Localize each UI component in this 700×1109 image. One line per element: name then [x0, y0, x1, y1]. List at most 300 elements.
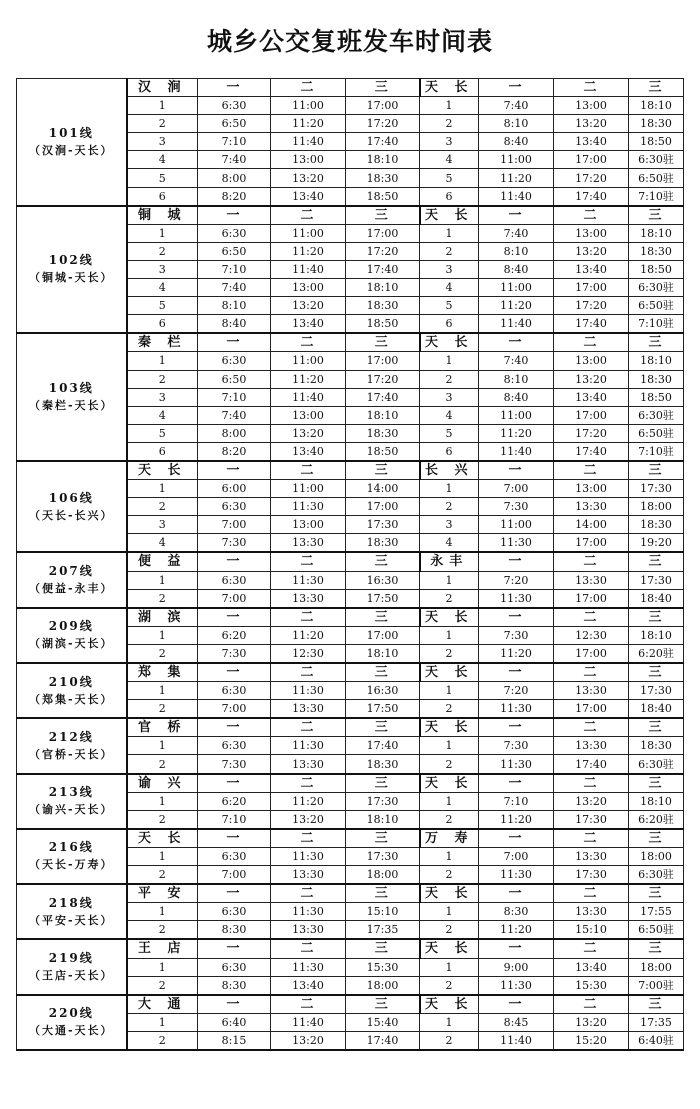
departure-time: 8:30 — [198, 921, 271, 940]
departure-time: 8:15 — [198, 1031, 271, 1050]
shift-column-header: 三 — [346, 333, 420, 352]
departure-time: 11:20 — [271, 792, 346, 810]
departure-time: 13:30 — [271, 534, 346, 553]
departure-time: 18:30 — [346, 534, 420, 553]
departure-time: 13:20 — [271, 297, 346, 315]
departure-time: 11:30 — [479, 589, 554, 608]
origin-station: 汉 涧 — [127, 79, 198, 97]
departure-time: 11:30 — [271, 737, 346, 755]
departure-time: 13:30 — [554, 682, 629, 700]
departure-time: 18:10 — [346, 406, 420, 424]
shift-column-header: 二 — [271, 663, 346, 682]
route-label — [17, 206, 127, 334]
route-description: （谕兴-天长） — [28, 803, 114, 817]
departure-time: 17:30 — [346, 792, 420, 810]
route-name: 213线 — [48, 785, 94, 800]
bus-number: 5 — [127, 169, 198, 187]
departure-time: 6:50驻 — [629, 169, 684, 187]
departure-time: 11:20 — [479, 921, 554, 940]
departure-time: 7:10 — [198, 388, 271, 406]
route-name: 216线 — [48, 840, 94, 855]
departure-time: 13:30 — [554, 903, 629, 921]
departure-time: 17:30 — [554, 810, 629, 829]
departure-time: 8:40 — [479, 260, 554, 278]
route-name: 218线 — [48, 895, 94, 910]
departure-time: 6:20 — [198, 626, 271, 644]
departure-time: 6:30驻 — [629, 406, 684, 424]
bus-number: 1 — [127, 571, 198, 589]
departure-time: 7:30 — [198, 755, 271, 774]
return-station: 天 长 — [420, 608, 479, 627]
shift-column-header: 一 — [198, 939, 271, 958]
timetable — [16, 78, 684, 1051]
shift-column-header: 二 — [554, 774, 629, 793]
shift-column-header: 二 — [271, 461, 346, 480]
route-header-row — [17, 995, 684, 1014]
shift-column-header: 三 — [346, 663, 420, 682]
departure-time: 18:10 — [629, 626, 684, 644]
shift-column-header: 二 — [271, 995, 346, 1014]
bus-number: 6 — [420, 442, 479, 461]
departure-time: 6:40驻 — [629, 1031, 684, 1050]
shift-column-header: 三 — [629, 718, 684, 737]
departure-time: 8:00 — [198, 424, 271, 442]
departure-time: 18:10 — [629, 792, 684, 810]
shift-column-header: 二 — [554, 552, 629, 571]
departure-time: 7:10 — [198, 133, 271, 151]
origin-station: 平 安 — [127, 884, 198, 903]
departure-time: 7:40 — [198, 279, 271, 297]
route-header-row — [17, 884, 684, 903]
departure-time: 11:00 — [479, 279, 554, 297]
route-label — [17, 995, 127, 1050]
shift-column-header: 一 — [198, 461, 271, 480]
departure-time: 7:00驻 — [629, 976, 684, 995]
departure-time: 15:20 — [554, 1031, 629, 1050]
departure-time: 11:00 — [479, 516, 554, 534]
bus-number: 2 — [127, 115, 198, 133]
route-description: （湖滨-天长） — [28, 637, 114, 651]
departure-time: 7:10驻 — [629, 187, 684, 206]
shift-column-header: 一 — [479, 79, 554, 97]
departure-time: 18:00 — [629, 498, 684, 516]
departure-time: 11:30 — [271, 958, 346, 976]
shift-column-header: 一 — [198, 206, 271, 225]
departure-time: 17:40 — [346, 737, 420, 755]
shift-column-header: 二 — [271, 829, 346, 848]
departure-time: 11:30 — [271, 571, 346, 589]
departure-time: 7:00 — [198, 516, 271, 534]
route-description: （郑集-天长） — [28, 692, 114, 706]
shift-column-header: 三 — [346, 774, 420, 793]
departure-time: 11:20 — [479, 810, 554, 829]
departure-time: 7:10 — [198, 810, 271, 829]
departure-time: 7:30 — [479, 498, 554, 516]
return-station: 天 长 — [420, 333, 479, 352]
shift-column-header: 二 — [271, 608, 346, 627]
bus-number: 3 — [420, 516, 479, 534]
bus-number: 1 — [127, 97, 198, 115]
departure-time: 17:40 — [346, 260, 420, 278]
departure-time: 7:40 — [198, 406, 271, 424]
shift-column-header: 一 — [479, 206, 554, 225]
origin-station: 铜 城 — [127, 206, 198, 225]
route-name: 106线 — [48, 490, 94, 505]
departure-time: 18:10 — [346, 279, 420, 297]
bus-number: 2 — [127, 1031, 198, 1050]
route-description: （平安-天长） — [28, 913, 114, 927]
departure-time: 6:20 — [198, 792, 271, 810]
departure-time: 17:35 — [629, 1013, 684, 1031]
departure-time: 17:00 — [346, 352, 420, 370]
bus-number: 4 — [127, 151, 198, 169]
departure-time: 6:00 — [198, 480, 271, 498]
departure-time: 13:40 — [554, 958, 629, 976]
bus-number: 1 — [420, 626, 479, 644]
shift-column-header: 一 — [479, 718, 554, 737]
departure-time: 16:30 — [346, 682, 420, 700]
departure-time: 7:10驻 — [629, 442, 684, 461]
bus-number: 6 — [127, 315, 198, 334]
shift-column-header: 一 — [479, 995, 554, 1014]
return-station: 天 长 — [420, 79, 479, 97]
departure-time: 13:00 — [554, 352, 629, 370]
bus-number: 2 — [420, 1031, 479, 1050]
departure-time: 13:00 — [271, 406, 346, 424]
departure-time: 7:00 — [479, 847, 554, 865]
route-name: 207线 — [48, 564, 94, 579]
departure-time: 17:30 — [346, 516, 420, 534]
route-header-row — [17, 939, 684, 958]
shift-column-header: 三 — [629, 461, 684, 480]
shift-column-header: 二 — [554, 939, 629, 958]
departure-time: 11:20 — [271, 115, 346, 133]
departure-time: 13:20 — [271, 169, 346, 187]
bus-number: 5 — [420, 169, 479, 187]
bus-number: 4 — [127, 406, 198, 424]
departure-time: 13:40 — [554, 133, 629, 151]
departure-time: 18:50 — [346, 442, 420, 461]
shift-column-header: 三 — [346, 884, 420, 903]
bus-number: 2 — [127, 644, 198, 663]
departure-time: 17:20 — [554, 169, 629, 187]
return-station: 永丰 — [420, 552, 479, 571]
departure-time: 18:50 — [629, 388, 684, 406]
shift-column-header: 一 — [479, 461, 554, 480]
departure-time: 13:40 — [554, 260, 629, 278]
departure-time: 8:00 — [198, 169, 271, 187]
departure-time: 6:30 — [198, 224, 271, 242]
departure-time: 9:00 — [479, 958, 554, 976]
departure-time: 15:30 — [346, 958, 420, 976]
return-station: 天 长 — [420, 718, 479, 737]
departure-time: 17:40 — [346, 388, 420, 406]
departure-time: 12:30 — [554, 626, 629, 644]
departure-time: 14:00 — [346, 480, 420, 498]
route-header-row — [17, 206, 684, 225]
shift-column-header: 三 — [629, 333, 684, 352]
departure-time: 13:30 — [271, 700, 346, 719]
departure-time: 7:20 — [479, 682, 554, 700]
route-name: 219线 — [48, 951, 94, 966]
bus-number: 1 — [127, 903, 198, 921]
shift-column-header: 二 — [554, 206, 629, 225]
bus-number: 1 — [420, 224, 479, 242]
departure-time: 13:40 — [271, 976, 346, 995]
departure-time: 17:20 — [346, 115, 420, 133]
route-label — [17, 333, 127, 461]
departure-time: 17:20 — [346, 370, 420, 388]
return-station: 天 长 — [420, 884, 479, 903]
departure-time: 17:00 — [554, 534, 629, 553]
bus-number: 1 — [420, 847, 479, 865]
departure-time: 7:30 — [198, 644, 271, 663]
departure-time: 14:00 — [554, 516, 629, 534]
departure-time: 6:30驻 — [629, 279, 684, 297]
shift-column-header: 二 — [554, 461, 629, 480]
bus-number: 2 — [420, 644, 479, 663]
departure-time: 7:40 — [198, 151, 271, 169]
bus-number: 1 — [420, 737, 479, 755]
departure-time: 17:35 — [346, 921, 420, 940]
shift-column-header: 二 — [554, 608, 629, 627]
route-description: （天长-万寿） — [28, 858, 114, 872]
departure-time: 18:30 — [346, 755, 420, 774]
origin-station: 天 长 — [127, 829, 198, 848]
route-name: 220线 — [48, 1006, 94, 1021]
departure-time: 17:30 — [629, 682, 684, 700]
departure-time: 6:50驻 — [629, 424, 684, 442]
bus-number: 2 — [420, 242, 479, 260]
departure-time: 18:50 — [346, 187, 420, 206]
route-name: 103线 — [48, 381, 94, 396]
origin-station: 湖 滨 — [127, 608, 198, 627]
shift-column-header: 二 — [271, 884, 346, 903]
bus-number: 4 — [420, 279, 479, 297]
bus-number: 1 — [127, 1013, 198, 1031]
departure-time: 11:30 — [271, 498, 346, 516]
departure-time: 18:30 — [346, 297, 420, 315]
departure-time: 13:30 — [554, 498, 629, 516]
route-label — [17, 608, 127, 663]
departure-time: 13:30 — [271, 866, 346, 885]
departure-time: 6:30 — [198, 571, 271, 589]
departure-time: 11:00 — [479, 406, 554, 424]
bus-number: 5 — [127, 424, 198, 442]
origin-station: 官 桥 — [127, 718, 198, 737]
shift-column-header: 一 — [198, 552, 271, 571]
departure-time: 13:30 — [271, 921, 346, 940]
departure-time: 17:55 — [629, 903, 684, 921]
bus-number: 1 — [420, 97, 479, 115]
bus-number: 4 — [420, 151, 479, 169]
departure-time: 11:30 — [479, 976, 554, 995]
departure-time: 8:45 — [479, 1013, 554, 1031]
departure-time: 13:20 — [554, 242, 629, 260]
bus-number: 1 — [127, 792, 198, 810]
shift-column-header: 一 — [198, 884, 271, 903]
departure-time: 13:00 — [554, 224, 629, 242]
bus-number: 4 — [420, 406, 479, 424]
departure-time: 11:40 — [271, 133, 346, 151]
departure-time: 13:00 — [271, 516, 346, 534]
return-station: 天 长 — [420, 939, 479, 958]
departure-time: 11:20 — [479, 297, 554, 315]
departure-time: 11:00 — [271, 480, 346, 498]
shift-column-header: 三 — [629, 206, 684, 225]
departure-time: 18:10 — [629, 352, 684, 370]
route-label — [17, 663, 127, 718]
route-header-row — [17, 333, 684, 352]
departure-time: 11:30 — [479, 700, 554, 719]
bus-number: 3 — [127, 260, 198, 278]
route-description: （铜城-天长） — [28, 271, 114, 285]
departure-time: 17:20 — [554, 424, 629, 442]
departure-time: 6:50驻 — [629, 297, 684, 315]
bus-number: 1 — [127, 682, 198, 700]
departure-time: 13:30 — [271, 755, 346, 774]
departure-time: 15:10 — [346, 903, 420, 921]
departure-time: 11:30 — [271, 682, 346, 700]
shift-column-header: 三 — [629, 939, 684, 958]
route-header-row — [17, 608, 684, 627]
departure-time: 17:40 — [554, 187, 629, 206]
bus-number: 2 — [420, 589, 479, 608]
departure-time: 11:40 — [479, 1031, 554, 1050]
departure-time: 11:40 — [479, 442, 554, 461]
departure-time: 11:40 — [271, 1013, 346, 1031]
departure-time: 6:50驻 — [629, 921, 684, 940]
return-station: 天 长 — [420, 663, 479, 682]
departure-time: 13:20 — [554, 115, 629, 133]
departure-time: 8:30 — [198, 976, 271, 995]
departure-time: 11:40 — [271, 260, 346, 278]
departure-time: 13:30 — [554, 737, 629, 755]
shift-column-header: 二 — [271, 552, 346, 571]
departure-time: 7:30 — [479, 737, 554, 755]
departure-time: 18:30 — [629, 115, 684, 133]
departure-time: 17:30 — [629, 571, 684, 589]
origin-station: 谕 兴 — [127, 774, 198, 793]
departure-time: 6:40 — [198, 1013, 271, 1031]
bus-number: 2 — [420, 921, 479, 940]
departure-time: 19:20 — [629, 534, 684, 553]
departure-time: 12:30 — [271, 644, 346, 663]
departure-time: 8:40 — [198, 315, 271, 334]
departure-time: 8:20 — [198, 442, 271, 461]
departure-time: 11:40 — [479, 187, 554, 206]
departure-time: 17:00 — [346, 224, 420, 242]
bus-number: 5 — [420, 297, 479, 315]
route-description: （王店-天长） — [28, 969, 114, 983]
departure-time: 6:30 — [198, 737, 271, 755]
return-station: 长 兴 — [420, 461, 479, 480]
route-label — [17, 461, 127, 552]
departure-time: 16:30 — [346, 571, 420, 589]
departure-time: 18:10 — [346, 644, 420, 663]
bus-number: 6 — [420, 187, 479, 206]
route-description: （秦栏-天长） — [28, 399, 114, 413]
departure-time: 11:30 — [271, 903, 346, 921]
bus-number: 2 — [127, 921, 198, 940]
bus-number: 3 — [127, 516, 198, 534]
shift-column-header: 二 — [554, 663, 629, 682]
departure-time: 17:00 — [554, 406, 629, 424]
departure-time: 11:20 — [479, 644, 554, 663]
shift-column-header: 二 — [554, 718, 629, 737]
shift-column-header: 三 — [629, 552, 684, 571]
bus-number: 1 — [420, 1013, 479, 1031]
departure-time: 11:20 — [271, 370, 346, 388]
origin-station: 便 益 — [127, 552, 198, 571]
departure-time: 8:10 — [198, 297, 271, 315]
shift-column-header: 二 — [554, 333, 629, 352]
departure-time: 18:10 — [629, 224, 684, 242]
departure-time: 17:00 — [346, 626, 420, 644]
departure-time: 17:20 — [346, 242, 420, 260]
bus-number: 6 — [420, 315, 479, 334]
route-header-row — [17, 552, 684, 571]
bus-number: 1 — [420, 958, 479, 976]
departure-time: 13:40 — [271, 315, 346, 334]
departure-time: 11:00 — [271, 97, 346, 115]
departure-time: 13:30 — [554, 571, 629, 589]
departure-time: 17:40 — [554, 315, 629, 334]
bus-number: 4 — [420, 534, 479, 553]
departure-time: 6:30驻 — [629, 151, 684, 169]
bus-number: 1 — [420, 480, 479, 498]
bus-number: 2 — [127, 976, 198, 995]
departure-time: 8:10 — [479, 242, 554, 260]
departure-time: 11:30 — [271, 847, 346, 865]
departure-time: 11:20 — [479, 169, 554, 187]
shift-column-header: 三 — [346, 829, 420, 848]
departure-time: 15:40 — [346, 1013, 420, 1031]
bus-number: 2 — [420, 370, 479, 388]
departure-time: 11:40 — [271, 388, 346, 406]
shift-column-header: 三 — [346, 718, 420, 737]
route-label — [17, 829, 127, 884]
departure-time: 13:40 — [271, 187, 346, 206]
departure-time: 17:40 — [346, 1031, 420, 1050]
bus-number: 1 — [127, 958, 198, 976]
departure-time: 6:20驻 — [629, 644, 684, 663]
bus-number: 4 — [127, 534, 198, 553]
departure-time: 17:00 — [346, 97, 420, 115]
bus-number: 1 — [127, 626, 198, 644]
shift-column-header: 二 — [271, 333, 346, 352]
departure-time: 6:50 — [198, 115, 271, 133]
shift-column-header: 一 — [198, 774, 271, 793]
departure-time: 17:50 — [346, 700, 420, 719]
bus-number: 6 — [127, 187, 198, 206]
departure-time: 17:00 — [554, 279, 629, 297]
bus-number: 2 — [127, 810, 198, 829]
departure-time: 18:00 — [629, 847, 684, 865]
shift-column-header: 二 — [554, 829, 629, 848]
return-station: 天 长 — [420, 206, 479, 225]
shift-column-header: 三 — [629, 829, 684, 848]
departure-time: 17:00 — [346, 498, 420, 516]
departure-time: 17:00 — [554, 589, 629, 608]
bus-number: 5 — [127, 297, 198, 315]
shift-column-header: 一 — [198, 829, 271, 848]
departure-time: 7:40 — [479, 224, 554, 242]
shift-column-header: 三 — [346, 206, 420, 225]
departure-time: 18:10 — [346, 151, 420, 169]
route-name: 209线 — [48, 619, 94, 634]
shift-column-header: 一 — [479, 663, 554, 682]
